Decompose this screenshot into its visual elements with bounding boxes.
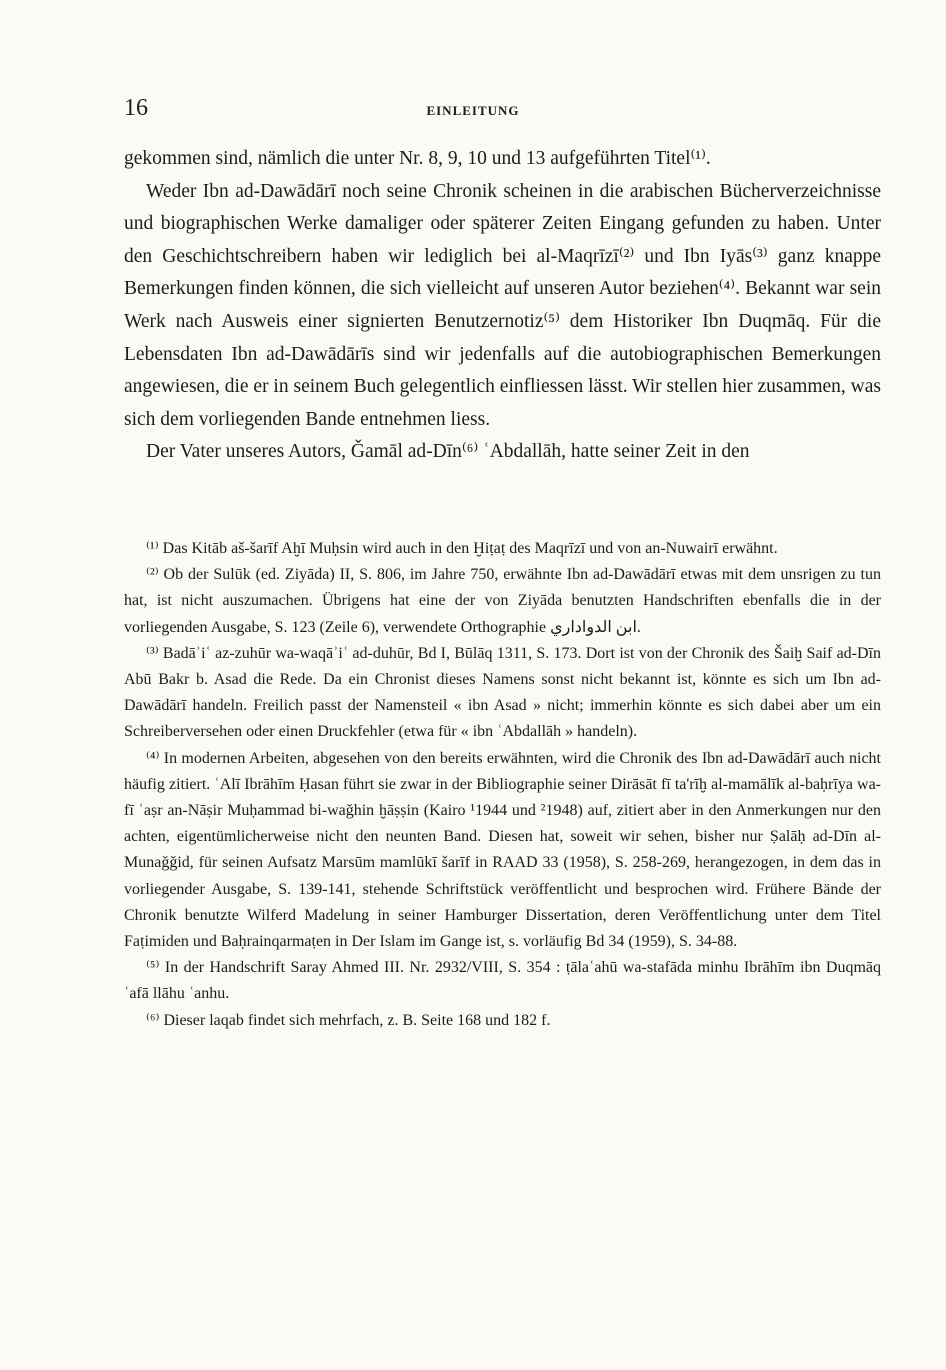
body-paragraph-2: Weder Ibn ad-Dawādārī noch seine Chronik scheinen in die arabischen Bücherverzeichnisse und biographischen Werke damaliger oder späterer Zeiten Eingang gefunden zu haben. Unter den Geschichtschreibern haben wir lediglich bei al-Maqrīzī⁽²⁾ und Ibn Iyās⁽³⁾ ganz knappe Bemerkungen finden können, die sich vielleicht auf unseren Autor beziehen⁽⁴⁾. Bekannt war sein Werk nach Ausweis einer signierten Benutzernotiz⁽⁵⁾ dem Historiker Ibn Duqmāq. Für die Lebensdaten Ibn ad-Dawādārīs sind wir jedenfalls auf die autobiographischen Bemerkungen angewiesen, die er in seinem Buch gelegentlich einfliessen lässt. Wir stellen hier zusammen, was sich dem vorliegenden Bande entnehmen liess.: [124, 180, 881, 430]
footnote-6: ⁽⁶⁾ Dieser laqab findet sich mehrfach, z. B. Seite 168 und 182 f.: [146, 1011, 551, 1029]
page-header: [0, 95, 946, 129]
footnote-1: ⁽¹⁾ Das Kitāb aš-šarīf Aḫī Muḥsin wird auch in den Ḫiṭaṭ des Maqrīzī und von an-Nuwairī erwähnt.: [146, 540, 778, 557]
footnote-4: ⁽⁴⁾ In modernen Arbeiten, abgesehen von den bereits erwähnten, wird die Chronik des Ibn ad-Dawādārī auch nicht häufig zitiert. ʿAlī Ibrāhīm Ḥasan führt sie zwar in der Bibliographie seiner Dirāsāt fī ta'rīḫ al-mamālīk al-baḥrīya wa-fī ʿaṣr an-Nāṣir Muḥammad bi-waǧhin ḫāṣṣin (Kairo ¹1944 und ²1948) auf, zitiert aber in den Anmerkungen nur den achten, eigentümlicherweise nicht den neunten Band. Diesen hat, soweit wir sehen, bisher nur Ṣalāḥ ad-Dīn al-Munaǧǧid, für seinen Aufsatz Marsūm mamlūkī šarīf in RAAD 33 (1958), S. 258-269, herangezogen, in dem das in vorliegender Ausgabe, S. 139-141, stehende Schriftstück veröffentlicht und besprochen wird. Frühere Bände der Chronik benutzte Wilferd Madelung in seiner Hamburger Dissertation, deren Veröffentlichung unter dem Titel Faṭimiden und Baḥrainqarmaṭen in Der Islam im Gange ist, s. vorläufig Bd 34 (1959), S. 34-88.: [124, 749, 881, 951]
body-paragraph-3: Der Vater unseres Autors, Ǧamāl ad-Dīn⁽⁶⁾ ʿAbdallāh, hatte seiner Zeit in den: [146, 441, 750, 463]
page-number: 16: [124, 95, 148, 121]
footnotes: [124, 536, 881, 1034]
footnote-5: ⁽⁵⁾ In der Handschrift Saray Ahmed III. Nr. 2932/VIII, S. 354 : ṭālaʿahū wa-stafāda minhu Ibrāhīm ibn Duqmāq ʿafā llāhu ʿanhu.: [124, 959, 881, 1003]
main-text: [124, 143, 881, 469]
footnote-3: ⁽³⁾ Badāʾiʿ az-zuhūr wa-waqāʾiʿ ad-duhūr, Bd I, Būlāq 1311, S. 173. Dort ist von der Chronik des Šaiḫ Saif ad-Dīn Abū Bakr b. Asad die Rede. Da ein Chronist dieses Namens sonst nicht bekannt ist, könnte es sich um Ibn ad-Dawādārī handeln. Freilich passt der Namensteil « ibn Asad » nicht; immerhin könnte es sich dabei aber um ein Schreiberversehen oder einen Druckfehler (etwa für « ibn ʿAbdallāh » handeln).: [124, 644, 881, 741]
footnote-2: ⁽²⁾ Ob der Sulūk (ed. Ziyāda) II, S. 806, im Jahre 750, erwähnte Ibn ad-Dawādārī etwas mit dem unsrigen zu tun hat, ist nicht auszumachen. Übrigens hat eine der von Ziyāda benutzten Handschriften ebenfalls die in der vorliegenden Ausgabe, S. 123 (Zeile 6), verwendete Orthographie ابن الدواداري.: [124, 566, 881, 636]
body-paragraph-1: gekommen sind, nämlich die unter Nr. 8, 9, 10 und 13 aufgeführten Titel⁽¹⁾.: [124, 148, 711, 169]
running-head: EINLEITUNG: [426, 103, 520, 118]
